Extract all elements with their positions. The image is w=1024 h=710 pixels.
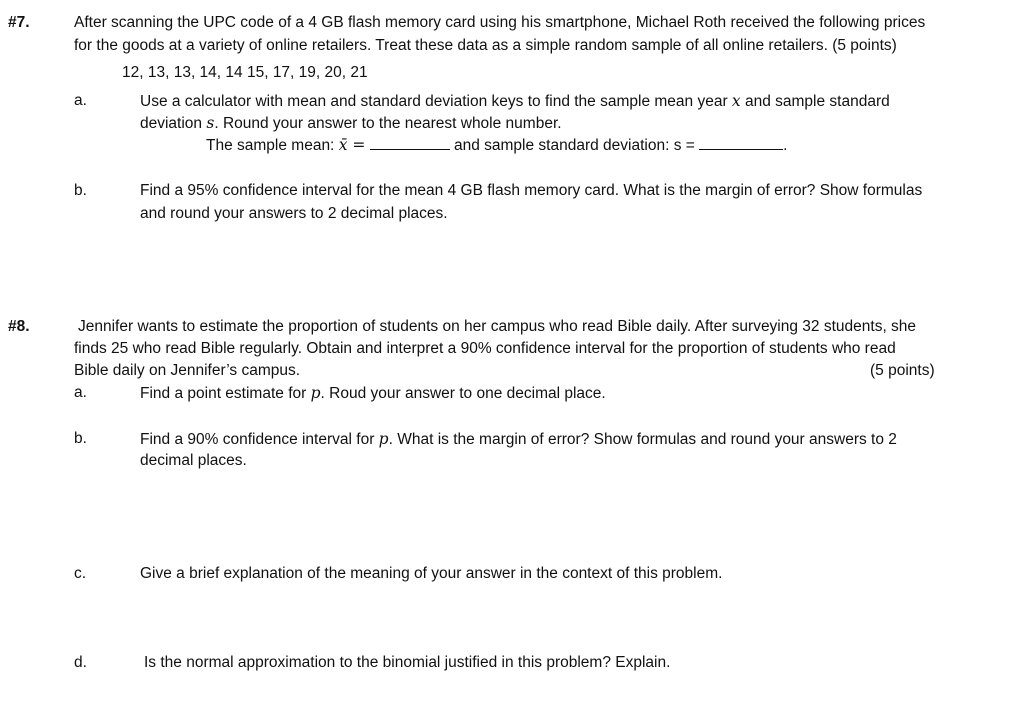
x-bar-symbol: x̄ =: [338, 136, 366, 154]
question-8-text-line3: Bible daily on Jennifer’s campus.: [74, 362, 301, 379]
question-7-data-values: 12, 13, 13, 14, 14 15, 17, 19, 20, 21: [122, 64, 368, 81]
question-8a-label: a.: [74, 384, 87, 401]
sample-mean-answer-blank[interactable]: [370, 135, 450, 150]
question-8-number: #8.: [8, 318, 30, 335]
question-7-number: #7.: [8, 14, 30, 31]
variable-p: p: [310, 384, 321, 402]
question-7b-text-line2: and round your answers to 2 decimal places.: [140, 205, 448, 222]
sample-mean-label: The sample mean:: [206, 137, 339, 154]
question-8a-text: Find a point estimate for p. Roud your answer to one decimal place.: [140, 384, 606, 402]
variable-s: s: [206, 114, 215, 132]
question-8d-label: d.: [74, 654, 87, 671]
question-8-text-line1: Jennifer wants to estimate the proportion of students on her campus who read Bible daily. After surveying 32 students, she: [78, 318, 917, 335]
question-8b-label: b.: [74, 430, 87, 447]
question-8c-text: Give a brief explanation of the meaning of your answer in the context of this problem.: [140, 565, 723, 582]
question-8b-text-line2: decimal places.: [140, 452, 247, 469]
question-7a-text-line1: Use a calculator with mean and standard deviation keys to find the sample mean year x and sample standard: [140, 92, 890, 110]
question-8c-label: c.: [74, 565, 87, 582]
question-8-points: (5 points): [870, 362, 935, 379]
variable-x: x: [731, 92, 741, 110]
question-7-points: (5 points): [832, 37, 897, 54]
sample-sd-label: and sample standard deviation: s =: [453, 137, 700, 154]
variable-p: p: [378, 430, 389, 448]
question-7b-label: b.: [74, 182, 87, 199]
sample-sd-answer-blank[interactable]: [699, 135, 783, 150]
question-7a-label: a.: [74, 92, 87, 109]
question-7b-text-line1: Find a 95% confidence interval for the mean 4 GB flash memory card. What is the margin of error? Show formulas: [140, 182, 923, 199]
question-8b-text-line1: Find a 90% confidence interval for p. What is the margin of error? Show formulas and round your answers to 2: [140, 430, 897, 448]
question-7-text-line2: for the goods at a variety of online retailers. Treat these data as a simple random sample of all online retailers. (5 points): [74, 37, 897, 54]
question-7a-answer-line: The sample mean: x̄ = and sample standard deviation: s = .: [206, 136, 788, 154]
question-8-text-line2: finds 25 who read Bible regularly. Obtain and interpret a 90% confidence interval for the proportion of students who read: [74, 340, 896, 357]
question-8d-text: Is the normal approximation to the binomial justified in this problem? Explain.: [144, 654, 671, 671]
question-7-text-line1: After scanning the UPC code of a 4 GB flash memory card using his smartphone, Michael Roth received the following prices: [74, 14, 926, 31]
question-7a-text-line2: deviation s. Round your answer to the nearest whole number.: [140, 114, 562, 132]
